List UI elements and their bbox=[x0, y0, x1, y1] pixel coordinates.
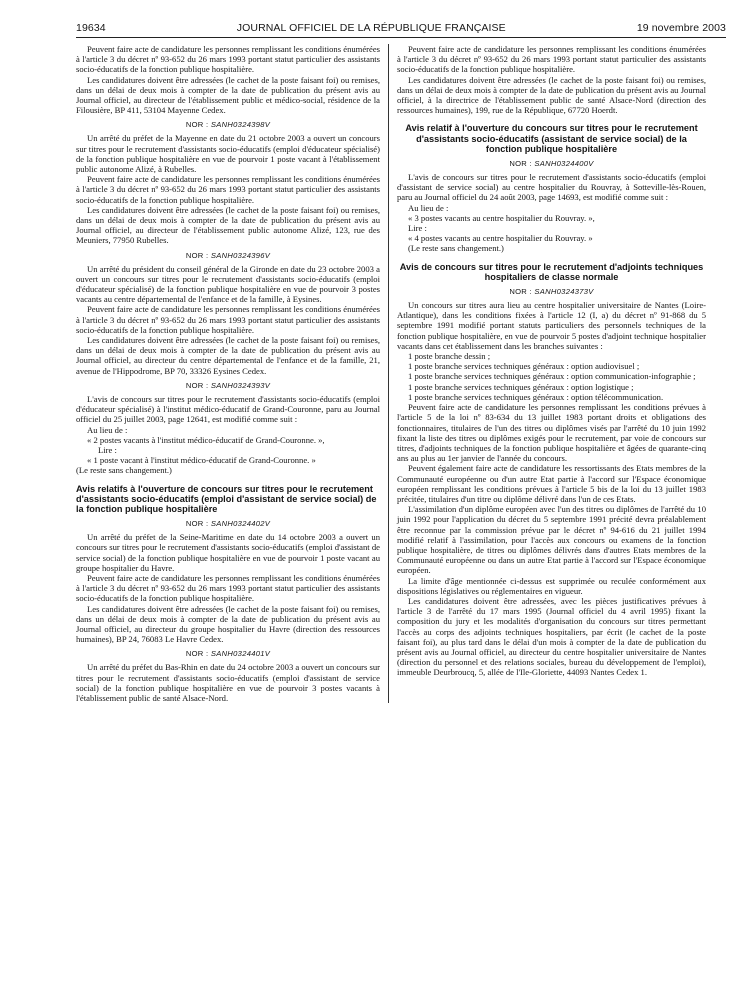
amendment-line: « 2 postes vacants à l'institut médico-éducatif de Grand-Couronne. », bbox=[87, 434, 325, 445]
nor-reference bbox=[76, 649, 380, 658]
amendment-line: (Le reste sans changement.) bbox=[408, 243, 504, 254]
nor-reference bbox=[76, 120, 380, 129]
section-heading: Avis relatif à l'ouverture du concours sur titres pour le recrutement d'assistants socio-éducatifs (assistant de service social) de la fonction publique hospitalière bbox=[405, 123, 698, 154]
nor-reference bbox=[76, 251, 380, 260]
paragraph: Les candidatures doivent être adressées (le cachet de la poste faisant foi) ou remises, dans un délai de deux mois à compter de la date de publication du présent avis au Journal officiel, au directeur de l'établissement public autonome Alizé, 123, rue des Meuniers, 77950 Rubelles. bbox=[76, 204, 380, 246]
paragraph: Les candidatures doivent être adressées (le cachet de la poste faisant foi) ou remises, dans un délai de deux mois à compter de la date de publication du présent avis au Journal officiel, au directeur du groupe hospitalier du Havre (direction des ressources humaines), BP 24, 76083 Le Havre Cedex. bbox=[76, 603, 380, 645]
two-column-body bbox=[76, 44, 726, 703]
paragraph: Peuvent faire acte de candidature les personnes remplissant les conditions énumérées à l'article 3 du décret nº 93-652 du 26 mars 1993 portant statut particulier des assistants socio-éducatifs de la fonction publique hospitalière. bbox=[76, 572, 380, 604]
right-column bbox=[389, 44, 706, 703]
nor-code: SANH0324401V bbox=[210, 649, 271, 659]
nor-label: NOR : bbox=[185, 380, 209, 390]
nor-code: SANH0324402V bbox=[210, 519, 271, 529]
nor-reference bbox=[76, 381, 380, 390]
amendment-line: « 3 postes vacants au centre hospitalier du Rouvray. », bbox=[408, 212, 595, 223]
paragraph: Les candidatures doivent être adressées (le cachet de la poste faisant foi) ou remises, dans un délai de deux mois à compter de la date de publication du présent avis au Journal officiel, au directeur du centre départemental de l'enfance et de la famille, 21, avenue de l'Hippodrome, BP 70, 33326 Eysines Cedex. bbox=[76, 335, 380, 376]
nor-label: NOR : bbox=[509, 159, 532, 169]
nor-label: NOR : bbox=[185, 120, 209, 130]
nor-reference bbox=[76, 519, 380, 528]
amendment-line: « 4 postes vacants au centre hospitalier du Rouvray. » bbox=[408, 233, 593, 244]
paragraph: Un arrêté du préfet de la Mayenne en date du 21 octobre 2003 a ouvert un concours sur titres pour le recrutement d'assistants socio-éducatifs (emploi d'éducateur spécialisé) de la fonction publique hospitalière en vue de pourvoir 1 poste vacant à l'établissement public autonome Alizé, à Rubelles. bbox=[76, 133, 380, 175]
left-column bbox=[76, 44, 389, 703]
paragraph: L'avis de concours sur titres pour le recrutement d'assistants socio-éducatifs (emploi d'assistant de service social) au centre hospitalier du Rouvray, à Sotteville-lès-Rouen, paru au Journal officiel du 24 août 2003, page 14693, est modifié comme suit : bbox=[397, 172, 706, 203]
paragraph: Les candidatures doivent être adressées (le cachet de la poste faisant foi) ou remises, dans un délai de deux mois à compter de la date de publication du présent avis au Journal officiel, au directeur de l'établissement public et médico-social, résidence de la Filousière, BP 411, 53104 Mayenne Cedex. bbox=[76, 74, 380, 116]
amendment-line: Lire : bbox=[408, 223, 427, 234]
page-header bbox=[76, 22, 726, 38]
paragraph: Les candidatures doivent être adressées (le cachet de la poste faisant foi) ou remises, dans un délai de deux mois à compter de la date de publication du présent avis au Journal officiel, à la directrice de l'établissement public de santé Alsace-Nord (direction des ressources humaines), 199, rue de la République, 67720 Hoerdt. bbox=[397, 74, 706, 116]
list-item: 1 poste branche services techniques généraux : option communication-infographie ; bbox=[408, 371, 696, 382]
journal-title: JOURNAL OFFICIEL DE LA RÉPUBLIQUE FRANÇAISE bbox=[236, 22, 506, 34]
list-item: 1 poste branche services techniques généraux : option logistique ; bbox=[408, 381, 634, 392]
paragraph: La limite d'âge mentionnée ci-dessus est supprimée ou reculée conformément aux dispositions législatives ou réglementaires en vigueur. bbox=[397, 575, 706, 596]
page-number: 19634 bbox=[76, 22, 106, 34]
amendment-line: Au lieu de : bbox=[408, 202, 449, 213]
nor-label: NOR : bbox=[509, 287, 532, 297]
section-heading: Avis de concours sur titres pour le recrutement d'adjoints techniques hospitaliers de classe normale bbox=[399, 261, 704, 282]
paragraph: L'assimilation d'un diplôme européen avec l'un des titres ou diplômes de l'arrêté du 10 juin 1992 pour l'application du décret du 5 septembre 1991 précité devra préalablement être reconnue par la commission prévue par le décret nº 94-616 du 21 juillet 1994 modifié relatif à l'assimilation, pour l'accès aux concours ou examens de la fonction publique hospitalière, de titres ou diplômes délivrés dans d'autres Etats membres de la Communauté européenne ou dans un autre Etat partie à l'accord sur l'Espace économique européen. bbox=[397, 504, 706, 576]
nor-label: NOR : bbox=[185, 250, 209, 260]
nor-label: NOR : bbox=[185, 649, 209, 659]
nor-code: SANH0324393V bbox=[210, 380, 271, 390]
paragraph: Peuvent faire acte de candidature les personnes remplissant les conditions énumérées à l'article 3 du décret nº 93-652 du 26 mars 1993 portant statut particulier des assistants socio-éducatifs de la fonction publique hospitalière. bbox=[397, 44, 706, 75]
paragraph: Peuvent également faire acte de candidature les ressortissants des Etats membres de la Communauté européenne ou d'un autre Etat partie à l'accord sur l'Espace économique européen remplissant les conditions prévues à l'article 5 bis de la loi du 13 juillet 1983 précitée, titulaires d'un titre ou diplôme délivré dans l'un de ces Etats. bbox=[397, 463, 706, 504]
nor-code: SANH0324400V bbox=[534, 159, 594, 169]
paragraph: Peuvent faire acte de candidature les personnes remplissant les conditions énumérées à l'article 3 du décret nº 93-652 du 26 mars 1993 portant statut particulier des assistants socio-éducatifs de la fonction publique hospitalière. bbox=[76, 174, 380, 205]
nor-label: NOR : bbox=[185, 519, 209, 529]
nor-code: SANH0324398V bbox=[210, 120, 271, 130]
paragraph: Les candidatures doivent être adressées, avec les pièces justificatives prévues à l'article 3 de l'arrêté du 17 mars 1995 (Journal officiel du 4 avril 1995) fixant la composition du jury et les modalités d'organisation du concours sur titres permettant l'accès au corps des adjoints techniques hospitaliers, par écrit (le cachet de la poste faisant foi), au plus tard dans le délai d'un mois à compter de la date de publication du présent avis au Journal officiel, au directeur du centre hospitalier universitaire de Nantes (direction du personnel et des relations sociales, bureau du développement de l'emploi), immeuble Deurbroucq, 5, allée de l'Ile-Gloriette, 44093 Nantes Cedex 1. bbox=[397, 595, 706, 678]
paragraph: Peuvent faire acte de candidature les personnes remplissant les conditions énumérées à l'article 3 du décret nº 93-652 du 26 mars 1993 portant statut particulier des assistants socio-éducatifs de la fonction publique hospitalière. bbox=[76, 304, 380, 335]
amendment-line: « 1 poste vacant à l'institut médico-éducatif de Grand-Couronne. » bbox=[87, 455, 316, 466]
nor-code: SANH0324396V bbox=[210, 250, 271, 260]
nor-code: SANH0324373V bbox=[534, 287, 594, 297]
list-item: 1 poste branche dessin ; bbox=[408, 351, 491, 362]
paragraph: Peuvent faire acte de candidature les personnes remplissant les conditions énumérées à l'article 3 du décret nº 93-652 du 26 mars 1993 portant statut particulier des assistants socio-éducatifs de la fonction publique hospitalière. bbox=[76, 44, 380, 75]
paragraph: Peuvent faire acte de candidature les personnes remplissant les conditions prévues à l'article 5 de la loi nº 83-634 du 13 juillet 1983 portant droits et obligations des fonctionnaires, titulaires de l'un des titres ou diplômes visés par l'arrêté du 10 juin 1992 fixant la liste des titres ou diplômes exigés pour le recrutement, par voie de concours sur titres, d'adjoints techniques de la fonction publique hospitalière et âgées de quarante-cinq ans au plus au 1er janvier de l'année du concours. bbox=[397, 402, 706, 464]
paragraph: Un concours sur titres aura lieu au centre hospitalier universitaire de Nantes (Loire-Atlantique), dans les conditions fixées à l'article 12 (I, a) du décret nº 91-868 du 5 septembre 1991 modifié portant statuts particuliers des personnels techniques de la fonction publique hospitalière, en vue de pourvoir 5 postes d'adjoint technique hospitalier vacants dans cet établissement dans les branches suivantes : bbox=[397, 300, 706, 351]
issue-date: 19 novembre 2003 bbox=[636, 22, 726, 34]
amendment-line: (Le reste sans changement.) bbox=[76, 465, 172, 476]
paragraph: Un arrêté du préfet du Bas-Rhin en date du 24 octobre 2003 a ouvert un concours sur titres pour le recrutement d'assistants socio-éducatifs (emploi d'assistant de service social) de la fonction publique hospitalière en vue de pourvoir 3 postes vacants à l'établissement public de santé Alsace-Nord. bbox=[76, 662, 380, 703]
list-item: 1 poste branche services techniques généraux : option audiovisuel ; bbox=[408, 361, 640, 372]
amendment-line: Lire : bbox=[98, 444, 117, 455]
paragraph: Un arrêté du préfet de la Seine-Maritime en date du 14 octobre 2003 a ouvert un concours sur titres pour le recrutement d'assistants socio-éducatifs (emploi d'assistant de service social) de la fonction publique hospitalière en vue de pourvoir 1 poste vacant au groupe hospitalier du Havre. bbox=[76, 532, 380, 573]
paragraph: L'avis de concours sur titres pour le recrutement d'assistants socio-éducatifs (emploi d'éducateur spécialisé) à l'institut médico-éducatif de Grand-Couronne, paru au Journal officiel du 25 juillet 2003, page 12641, est modifié comme suit : bbox=[76, 393, 380, 425]
paragraph: Un arrêté du président du conseil général de la Gironde en date du 23 octobre 2003 a ouvert un concours sur titres pour le recrutement d'assistants socio-éducatifs (emploi d'éducateur spécialisé) de la fonction publique hospitalière en vue de pourvoir 3 postes vacants au centre départemental de l'enfance et de la famille, à Eysines. bbox=[76, 263, 380, 305]
amendment-line: Au lieu de : bbox=[87, 424, 128, 435]
list-item: 1 poste branche services techniques généraux : option télécommunication. bbox=[408, 391, 664, 402]
nor-reference bbox=[397, 159, 706, 168]
nor-reference bbox=[397, 287, 706, 296]
section-heading: Avis relatifs à l'ouverture de concours sur titres pour le recrutement d'assistants socio-éducatifs (emploi d'assistant de service social) de la fonction publique hospitalière bbox=[76, 483, 377, 514]
